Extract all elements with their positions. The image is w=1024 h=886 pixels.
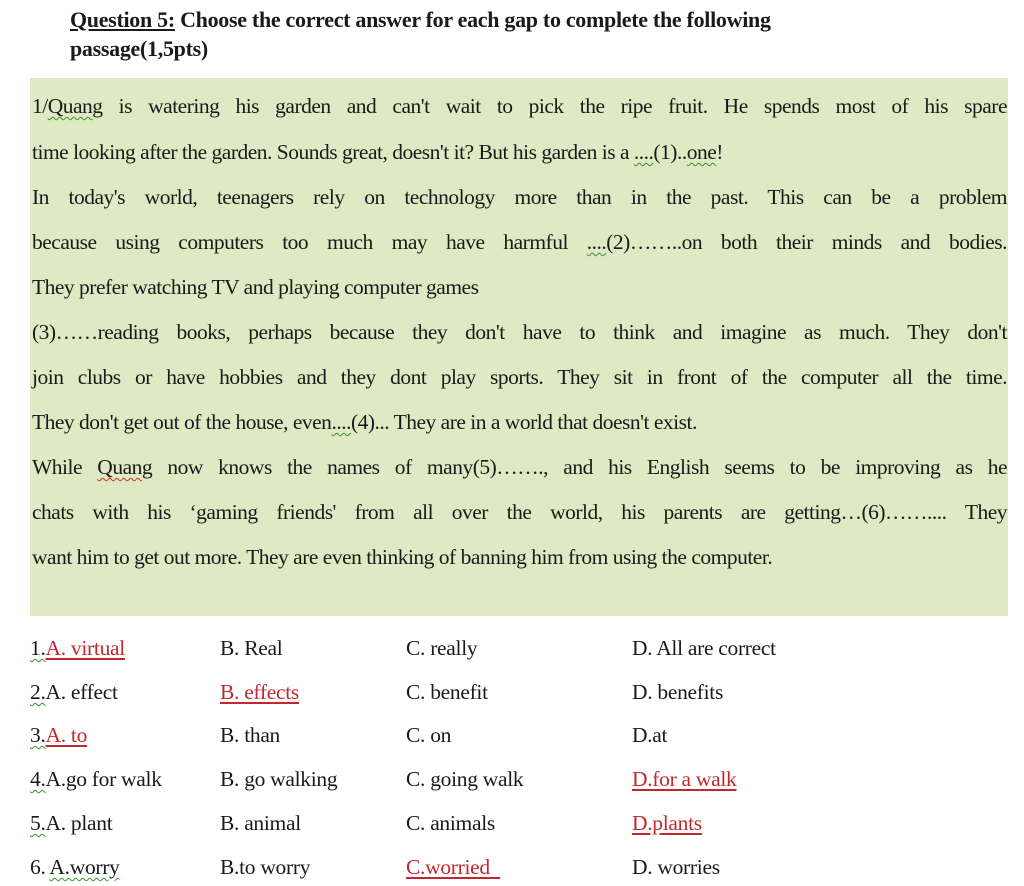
passage-line xyxy=(32,92,1007,120)
passage-text: want him to get out more. They are even thinking of banning him from using the computer. xyxy=(32,545,773,569)
question-label: Question 5: xyxy=(70,7,175,32)
passage-line xyxy=(32,318,1007,346)
passage-text: 1/ xyxy=(32,94,48,118)
passage-line xyxy=(32,453,1007,481)
option-6d[interactable]: D. worries xyxy=(632,855,720,879)
passage-line xyxy=(32,228,1007,256)
option-1c[interactable]: C. really xyxy=(406,636,478,660)
option-4b[interactable]: B. go walking xyxy=(220,767,338,791)
option-5c[interactable]: C. animals xyxy=(406,811,495,835)
gap-4: (4)... They are in a world that doesn't exist. xyxy=(350,410,697,434)
option-4c[interactable]: C. going walk xyxy=(406,767,524,791)
passage-gap-dots: .... xyxy=(633,140,654,164)
option-2c[interactable]: C. benefit xyxy=(406,680,488,704)
gap-3: (3)……reading books, perhaps because they don't have to think and imagine as much. They don't xyxy=(32,320,1007,344)
passage-gap-dots: .... xyxy=(586,230,607,254)
passage-text: join clubs or have hobbies and they dont play sports. They sit in front of the computer all the time. xyxy=(32,365,1007,389)
passage-text: time looking after the garden. Sounds great, doesn't it? But his garden is a xyxy=(32,140,634,164)
gap-2: (2)……..on both their minds and bodies. xyxy=(606,230,1007,254)
option-4a[interactable]: 4.A.go for walk xyxy=(30,767,162,791)
gap-6: chats with his ‘gaming friends' from all over the world, his parents are getting…(6)…….... They xyxy=(32,500,1007,524)
passage-text: ! xyxy=(716,140,723,164)
passage-text: In today's world, teenagers rely on technology more than in the past. This can be a problem xyxy=(32,185,1007,209)
option-6c[interactable]: C.worried xyxy=(406,855,490,879)
passage-gap-dots: .... xyxy=(331,410,351,434)
option-6b[interactable]: B.to worry xyxy=(220,855,311,879)
passage-line xyxy=(32,138,1008,166)
option-3b[interactable]: B. than xyxy=(220,723,281,747)
option-3d[interactable]: D.at xyxy=(632,723,668,747)
option-5d[interactable]: D.plants xyxy=(632,811,702,835)
option-2a[interactable]: 2.A. effect xyxy=(30,680,118,704)
passage-name: Quang xyxy=(97,455,153,479)
option-4d[interactable]: D.for a walk xyxy=(632,767,737,791)
option-3c[interactable]: C. on xyxy=(406,723,452,747)
question-instruction-cont: passage(1,5pts) xyxy=(70,36,208,61)
passage-text: is watering his garden and can't wait to pick the ripe fruit. He spends most of his spare xyxy=(102,94,1007,118)
gap-5: now knows the names of many(5)……., and his English seems to be improving as he xyxy=(152,455,1007,479)
option-1b[interactable]: B. Real xyxy=(220,636,283,660)
passage-text: They don't get out of the house, even xyxy=(32,410,332,434)
passage-line xyxy=(32,408,1008,436)
option-6a[interactable]: 6. A.worry xyxy=(30,855,120,879)
option-2b[interactable]: B. effects xyxy=(220,680,299,704)
passage-line xyxy=(32,543,1008,571)
question-instruction: Choose the correct answer for each gap to complete the following xyxy=(174,7,771,32)
reading-passage xyxy=(30,78,1008,616)
passage-line xyxy=(32,273,1008,301)
passage-line xyxy=(32,498,1007,526)
option-3a[interactable]: 3.A. to xyxy=(30,723,88,747)
option-2d[interactable]: D. benefits xyxy=(632,680,724,704)
passage-text: While xyxy=(32,455,98,479)
passage-line xyxy=(32,363,1007,391)
option-5b[interactable]: B. animal xyxy=(220,811,301,835)
option-1a[interactable]: 1.A. virtual xyxy=(30,636,125,660)
option-5a[interactable]: 5.A. plant xyxy=(30,811,113,835)
passage-text: because using computers too much may have harmful xyxy=(32,230,587,254)
passage-name: Quang xyxy=(47,94,103,118)
passage-line xyxy=(32,183,1007,211)
passage-text: one xyxy=(686,140,717,164)
passage-text: They prefer watching TV and playing computer games xyxy=(32,275,479,299)
gap-1: (1).. xyxy=(653,140,687,164)
question-header xyxy=(70,5,970,63)
option-1d[interactable]: D. All are correct xyxy=(632,636,776,660)
